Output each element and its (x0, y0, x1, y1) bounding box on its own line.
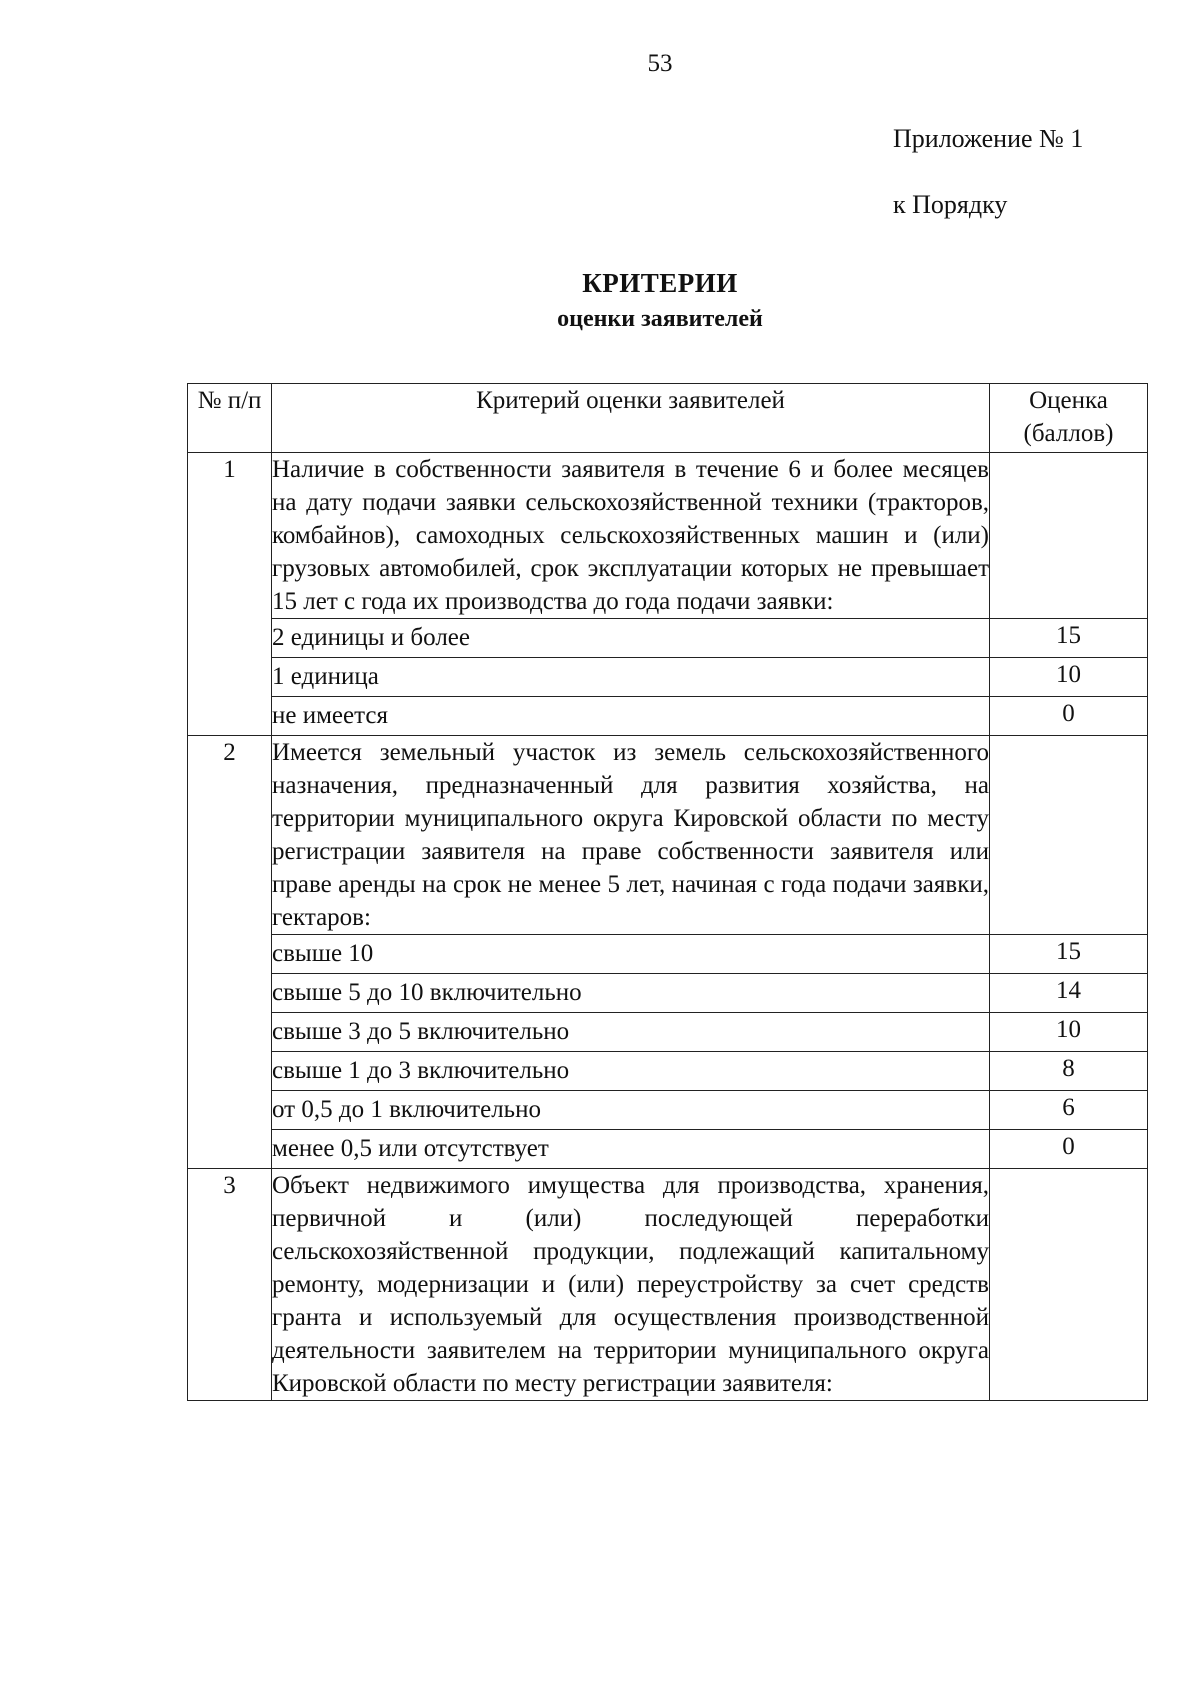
table-row (188, 974, 1148, 1013)
option-label: свыше 3 до 5 включительно (272, 1013, 990, 1052)
table-row (188, 1013, 1148, 1052)
table-row (188, 658, 1148, 697)
score-cell-empty (990, 1169, 1148, 1401)
row-number: 3 (188, 1169, 272, 1401)
score-cell-empty (990, 736, 1148, 935)
table-header-row (188, 384, 1148, 453)
option-score: 8 (990, 1052, 1148, 1091)
table-row (188, 619, 1148, 658)
option-label: свыше 10 (272, 935, 990, 974)
document-subtitle: оценки заявителей (557, 306, 763, 332)
page-number: 53 (647, 50, 673, 77)
option-label: 1 единица (272, 658, 990, 697)
header-num: № п/п (188, 384, 272, 453)
option-score: 0 (990, 1130, 1148, 1169)
option-label: от 0,5 до 1 включительно (272, 1091, 990, 1130)
row-number: 2 (188, 736, 272, 1169)
option-label: менее 0,5 или отсутствует (272, 1130, 990, 1169)
option-score: 15 (990, 935, 1148, 974)
order-reference: к Порядку (893, 190, 1008, 219)
appendix-label: Приложение № 1 (893, 124, 1084, 153)
table-row (188, 1052, 1148, 1091)
table-row (188, 453, 1148, 619)
option-score: 10 (990, 658, 1148, 697)
table-row (188, 1091, 1148, 1130)
row-number: 1 (188, 453, 272, 736)
header-criterion: Критерий оценки заявителей (272, 384, 990, 453)
criteria-table (187, 383, 1148, 1401)
option-label: 2 единицы и более (272, 619, 990, 658)
option-score: 15 (990, 619, 1148, 658)
criterion-text: Наличие в собственности заявителя в течение 6 и более месяцев на дату подачи заявки сельскохозяйственной техники (тракторов, комбайнов), самоходных сельскохозяйственных машин и (или) грузовых автомобилей, срок эксплуатации которых не превышает 15 лет с года их производства до года подачи заявки: (272, 453, 990, 619)
table-row (188, 736, 1148, 935)
table-row (188, 935, 1148, 974)
criterion-text: Объект недвижимого имущества для производства, хранения, первичной и (или) последующей переработки сельскохозяйственной продукции, подлежащий капитальному ремонту, модернизации и (или) переустройству за счет средств гранта и используемый для осуществления производственной деятельности заявителем на территории муниципального округа Кировской области по месту регистрации заявителя: (272, 1169, 990, 1401)
option-score: 6 (990, 1091, 1148, 1130)
option-label: свыше 1 до 3 включительно (272, 1052, 990, 1091)
document-title: КРИТЕРИИ (582, 268, 738, 298)
option-label: не имеется (272, 697, 990, 736)
table-row (188, 697, 1148, 736)
criterion-text: Имеется земельный участок из земель сельскохозяйственного назначения, предназначенный для развития хозяйства, на территории муниципального округа Кировской области по месту регистрации заявителя на праве собственности заявителя или праве аренды на срок не менее 5 лет, начиная с года подачи заявки, гектаров: (272, 736, 990, 935)
table-row (188, 1130, 1148, 1169)
score-cell-empty (990, 453, 1148, 619)
option-score: 10 (990, 1013, 1148, 1052)
option-label: свыше 5 до 10 включительно (272, 974, 990, 1013)
table-row (188, 1169, 1148, 1401)
header-score: Оценка (баллов) (990, 384, 1148, 453)
option-score: 0 (990, 697, 1148, 736)
option-score: 14 (990, 974, 1148, 1013)
